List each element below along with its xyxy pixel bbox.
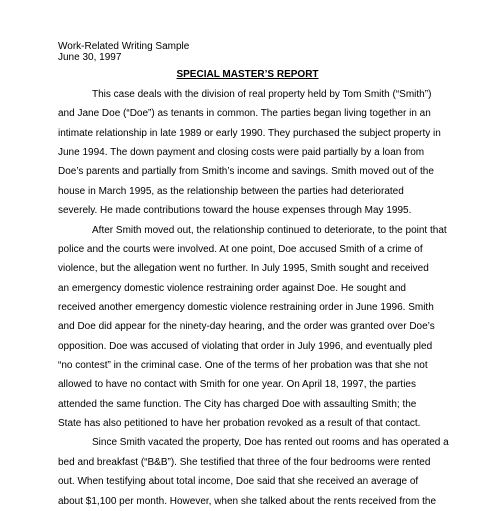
paragraph-2-line: violence, but the allegation went no further. In July 1995, Smith sought and received — [58, 263, 429, 275]
paragraph-2-line: received another emergency domestic violence restraining order in June 1996. Smith — [58, 301, 434, 313]
paragraph-1-line: and Jane Doe (“Doe”) as tenants in common. The parties began living together in an — [58, 108, 431, 120]
header-line-1: Work-Related Writing Sample — [58, 41, 190, 52]
document-header — [58, 41, 189, 63]
paragraph-1-line: severely. He made contributions toward the house expenses through May 1995. — [58, 205, 412, 217]
paragraph-2-line: State has also petitioned to have her probation revoked as a result of that contact. — [58, 418, 421, 430]
report-title: SPECIAL MASTER’S REPORT — [176, 69, 319, 80]
paragraph-2-line: opposition. Doe was accused of violating that order in July 1996, and eventually pled — [58, 340, 433, 352]
paragraph-2-line: allowed to have no contact with Smith for one year. On April 18, 1997, the parties — [58, 379, 416, 391]
paragraph-2-line: After Smith moved out, the relationship continued to deteriorate, to the point that — [92, 224, 447, 236]
paragraph-1-line: Doe’s parents and partially from Smith’s income and savings. Smith moved out of the — [58, 166, 434, 178]
paragraph-2-line: attended the same function. The City has charged Doe with assaulting Smith; the — [58, 398, 417, 410]
paragraph-1-line: This case deals with the division of real property held by Tom Smith (“Smith”) — [92, 89, 432, 100]
paragraph-2-line: an emergency domestic violence restraining order against Doe. He sought and — [58, 282, 406, 294]
paragraph-3-line: bed and breakfast (“B&B”). She testified that three of the four bedrooms were rented — [58, 456, 431, 468]
paragraph-3-line: out. When testifying about total income, Doe said that she received an average of — [58, 476, 419, 488]
report-body — [58, 85, 449, 511]
paragraph-3-line: about $1,100 per month. However, when she talked about the rents received from the — [58, 495, 437, 507]
paragraph-3-line: Since Smith vacated the property, Doe has rented out rooms and has operated a — [92, 437, 449, 449]
paragraph-1-line: intimate relationship in late 1989 or early 1990. They purchased the subject property in — [58, 127, 441, 139]
paragraph-1-line: June 1994. The down payment and closing costs were paid partially by a loan from — [58, 147, 425, 159]
paragraph-2-line: police and the courts were involved. At one point, Doe accused Smith of a crime of — [58, 243, 423, 255]
paragraph-1-line: house in March 1995, as the relationship between the parties had deteriorated — [58, 185, 404, 197]
header-date: June 30, 1997 — [58, 52, 122, 63]
paragraph-2-line: and Doe did appear for the ninety-day hearing, and the order was granted over Doe’s — [58, 321, 435, 333]
paragraph-2-line: “no contest” in the criminal case. One of the terms of her probation was that she not — [58, 360, 428, 372]
